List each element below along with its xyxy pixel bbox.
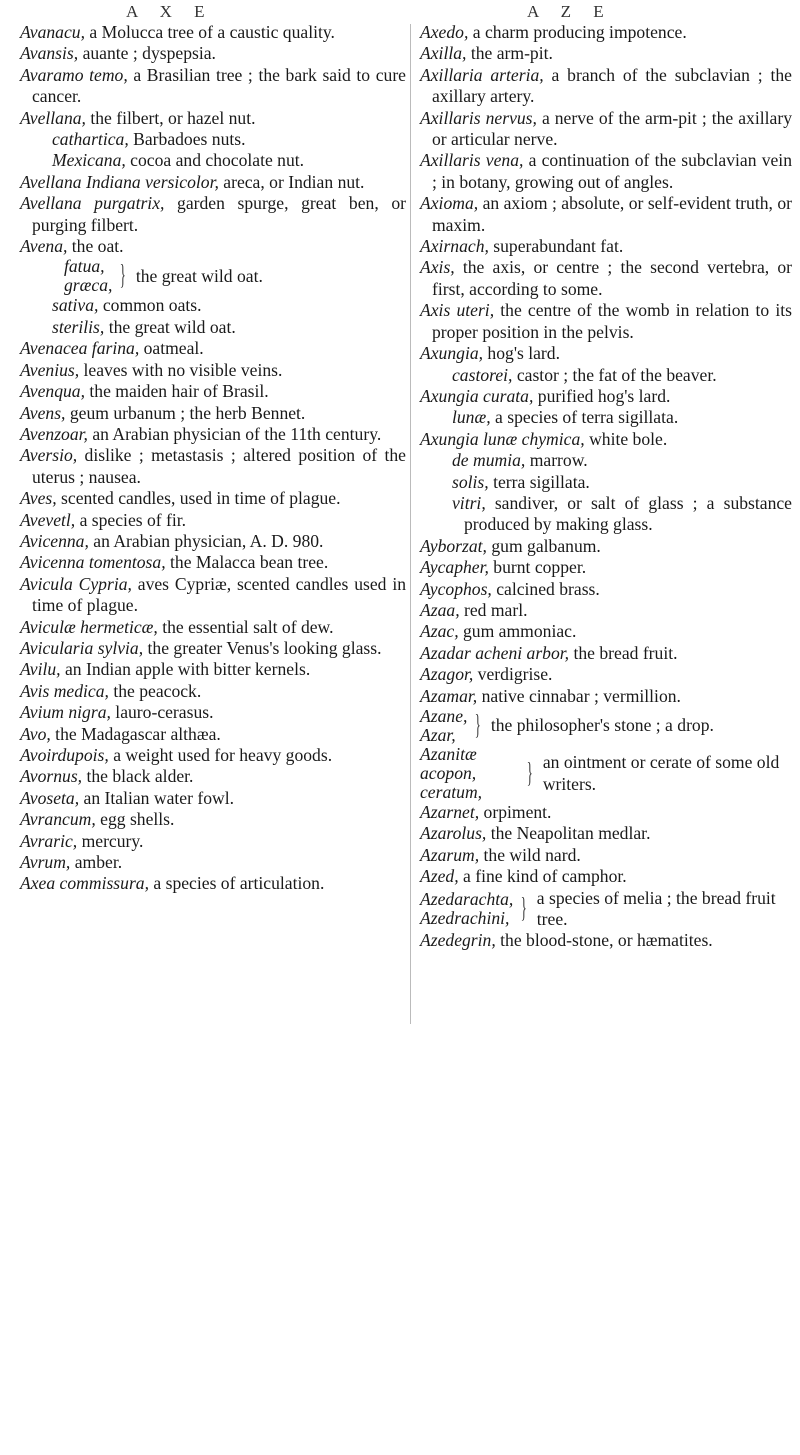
entry-definition: the peacock. <box>108 680 202 701</box>
column-divider <box>410 24 411 1024</box>
entry-brace-group <box>420 707 792 745</box>
entry-term: Avoirdupois, <box>20 745 109 765</box>
entry-definition: the Neapolitan medlar. <box>486 823 651 844</box>
entry-term: Azarolus, <box>420 823 487 844</box>
entry-definition: amber. <box>70 852 123 873</box>
entry-definition: the black alder. <box>82 766 194 787</box>
dictionary-entry <box>20 659 406 680</box>
entry-definition: a nerve of the arm-pit ; the axillary or articular nerve. <box>432 107 792 150</box>
entry-term: Azedegrin, <box>420 930 496 951</box>
entry-term: græca, <box>64 275 113 296</box>
dictionary-entry <box>20 236 406 257</box>
entry-term: Avicenna, <box>20 530 89 551</box>
entry-term: Aversio, <box>20 445 78 466</box>
entry-definition: Barbadoes nuts. <box>128 129 246 150</box>
dictionary-entry <box>420 22 792 43</box>
entry-term: fatua, <box>64 256 105 277</box>
entry-term: Azagor, <box>420 664 474 685</box>
dictionary-entry <box>20 43 406 64</box>
entry-term: Axioma, <box>420 193 479 214</box>
entry-definition: a species of articulation. <box>149 873 325 894</box>
entry-term: sterilis, <box>52 316 105 337</box>
entry-term: Avellana, <box>20 107 86 128</box>
entry-term: solis, <box>452 471 489 492</box>
entry-term: Avicularia sylvia, <box>20 637 144 658</box>
entry-term: Avenius, <box>20 359 80 380</box>
sub-entry <box>420 493 792 536</box>
entry-definition: burnt copper. <box>488 557 587 578</box>
dictionary-entry <box>20 424 406 445</box>
dictionary-entry <box>20 873 406 894</box>
entry-term: Aycophos, <box>420 578 492 599</box>
entry-term: Axungia, <box>420 343 484 364</box>
entry-definition: castor ; the fat of the beaver. <box>512 364 717 385</box>
dictionary-entry <box>420 845 792 866</box>
entry-terms <box>420 707 467 745</box>
dictionary-entry <box>20 681 406 702</box>
dictionary-entry <box>420 236 792 257</box>
entry-definition: dislike ; metastasis ; altered position of the uterus ; nausea. <box>32 445 406 487</box>
left-column <box>20 22 406 895</box>
entry-definition: a charm producing impotence. <box>468 22 687 42</box>
entry-term: vitri, <box>452 492 486 513</box>
entry-terms <box>420 890 513 928</box>
entry-term: Azar, <box>420 725 456 745</box>
entry-definition: a Brasilian tree ; the bark said to cure cancer. <box>32 64 406 107</box>
dictionary-entry <box>420 579 792 600</box>
dictionary-entry <box>420 43 792 64</box>
dictionary-entry <box>420 343 792 364</box>
sub-entry <box>20 129 406 150</box>
entry-definition: aves Cypriæ, scented candles used in time of plague. <box>32 573 406 616</box>
dictionary-entry <box>20 552 406 573</box>
entry-definition: sandiver, or salt of glass ; a substance produced by making glass. <box>464 492 792 535</box>
entry-term: Avoseta, <box>20 787 80 808</box>
entry-term: Avo, <box>20 723 51 744</box>
dictionary-entry <box>20 108 406 129</box>
sub-entry <box>20 317 406 338</box>
entry-definition: white bole. <box>584 428 668 449</box>
entry-term: Azarnet, <box>420 802 480 822</box>
dictionary-entry <box>20 617 406 638</box>
entry-term: Avaramo temo, <box>20 64 128 85</box>
entry-term: Avansis, <box>20 43 79 64</box>
dictionary-entry <box>420 866 792 887</box>
entry-term: Avium nigra, <box>20 702 111 723</box>
entry-definition: purified hog's lard. <box>533 385 671 406</box>
dictionary-entry <box>20 766 406 787</box>
entry-definition: a Molucca tree of a caustic quality. <box>84 22 335 42</box>
sub-entry <box>420 472 792 493</box>
entry-definition: the blood-stone, or hæmatites. <box>495 930 713 951</box>
entry-definition: verdigrise. <box>473 664 553 685</box>
dictionary-entry <box>420 429 792 450</box>
dictionary-entry <box>420 930 792 951</box>
entry-term: Axillaris nervus, <box>420 107 537 128</box>
entry-term: Axedo, <box>420 22 469 42</box>
entry-term: Azed, <box>420 866 459 887</box>
entry-terms <box>64 257 112 295</box>
dictionary-entry <box>20 831 406 852</box>
dictionary-entry <box>420 802 792 823</box>
entry-definition: the Malacca bean tree. <box>165 552 329 573</box>
dictionary-entry <box>20 638 406 659</box>
entry-term: Aycapher, <box>420 557 489 578</box>
entry-definition: the axis, or centre ; the second vertebra, or first, according to some. <box>432 257 792 299</box>
entry-term: lunæ, <box>452 407 491 428</box>
entry-term: Axungia curata, <box>420 385 534 406</box>
dictionary-entry <box>20 745 406 766</box>
brace-icon: } <box>527 757 534 789</box>
dictionary-entry <box>20 445 406 488</box>
entry-term: Ayborzat, <box>420 535 487 556</box>
entry-term: Axillaria arteria, <box>420 64 544 85</box>
dictionary-entry <box>20 702 406 723</box>
entry-term: sativa, <box>52 295 99 316</box>
dictionary-entry <box>20 65 406 108</box>
entry-definition: hog's lard. <box>483 343 560 364</box>
entry-definition: the oat. <box>67 236 124 257</box>
entry-term: Axungia lunæ chymica, <box>420 428 585 449</box>
entry-definition: leaves with no visible veins. <box>79 359 283 380</box>
entry-definition: the Madagascar althæa. <box>50 723 221 744</box>
entry-definition: geum urbanum ; the herb Bennet. <box>65 402 306 423</box>
entry-definition: gum galbanum. <box>486 535 601 556</box>
entry-definition: an Indian apple with bitter kernels. <box>60 659 311 680</box>
entry-definition: the filbert, or hazel nut. <box>85 107 256 128</box>
dictionary-entry <box>420 65 792 108</box>
entry-terms <box>420 745 519 802</box>
entry-term: Axis uteri, <box>420 300 495 321</box>
entry-term: ceratum, <box>420 782 483 802</box>
dictionary-entry <box>420 621 792 642</box>
entry-definition: the arm-pit. <box>466 43 553 64</box>
brace-icon: } <box>475 710 482 741</box>
entry-term: Avicenna tomentosa, <box>20 552 166 573</box>
entry-definition: superabundant fat. <box>488 236 624 257</box>
entry-term: Avenacea farina, <box>20 338 140 359</box>
entry-definition: auante ; dyspepsia. <box>78 43 216 64</box>
entry-definition: the centre of the womb in relation to its proper position in the pelvis. <box>432 300 792 342</box>
entry-term: Axea commissura, <box>20 873 149 894</box>
entry-term: Avis medica, <box>20 680 109 701</box>
entry-definition: egg shells. <box>95 809 175 830</box>
dictionary-entry <box>20 360 406 381</box>
entry-brace-group <box>420 745 792 802</box>
entry-term: Avenqua, <box>20 381 85 402</box>
entry-term: Axirnach, <box>420 236 489 257</box>
entry-term: Aves, <box>20 488 57 509</box>
dictionary-entry <box>20 531 406 552</box>
dictionary-entry <box>20 574 406 617</box>
sub-entry <box>20 295 406 316</box>
entry-term: Azedarachta, <box>420 889 514 910</box>
sub-entry <box>420 450 792 471</box>
dictionary-entry <box>420 664 792 685</box>
entry-definition: native cinnabar ; vermillion. <box>477 685 681 706</box>
dictionary-entry <box>20 193 406 236</box>
entry-term: Avellana Indiana versicolor, <box>20 171 219 192</box>
dictionary-entry <box>20 788 406 809</box>
entry-term: Avrancum, <box>20 809 96 830</box>
running-head-left: A X E <box>126 2 214 21</box>
dictionary-entry <box>420 150 792 193</box>
entry-term: Avenzoar, <box>20 423 88 444</box>
entry-term: Axilla, <box>420 43 467 64</box>
entry-term: Avena, <box>20 236 68 257</box>
right-column <box>420 22 792 952</box>
dictionary-entry <box>420 300 792 343</box>
dictionary-entry <box>20 724 406 745</box>
entry-definition: the essential salt of dew. <box>157 616 334 637</box>
entry-term: Avicula Cypria, <box>20 573 132 594</box>
entry-term: Avilu, <box>20 659 61 680</box>
entry-definition: the great wild oat. <box>104 316 236 337</box>
entry-definition: terra sigillata. <box>488 471 590 492</box>
entry-definition: common oats. <box>98 295 202 316</box>
entry-term: Axillaris vena, <box>420 150 524 171</box>
dictionary-entry <box>420 686 792 707</box>
entry-brace-group <box>20 257 406 295</box>
entry-definition: a species of melia ; the bread fruit tree. <box>536 887 776 930</box>
entry-term: Azedrachini, <box>420 908 510 929</box>
entry-term: Azadar acheni arbor, <box>420 642 570 663</box>
brace-icon: } <box>521 893 528 925</box>
entry-definition: the philosopher's stone ; a drop. <box>490 715 714 736</box>
dictionary-entry <box>420 193 792 236</box>
sub-entry <box>20 150 406 171</box>
entry-term: de mumia, <box>452 450 526 471</box>
dictionary-entry <box>20 488 406 509</box>
entry-term: Azane, <box>420 706 468 726</box>
entry-definition: garden spurge, great ben, or purging filbert. <box>32 193 407 235</box>
entry-term: Avrum, <box>20 852 71 873</box>
entry-definition: the bread fruit. <box>569 642 678 663</box>
running-head-right: A Z E <box>527 2 613 21</box>
entry-definition: a continuation of the subclavian vein ; in botany, growing out of angles. <box>432 150 792 192</box>
entry-definition: marrow. <box>525 450 588 471</box>
entry-term: Axis, <box>420 257 455 278</box>
entry-definition: an axiom ; absolute, or self-evident truth, or maxim. <box>432 193 792 235</box>
entry-definition: gum ammoniac. <box>458 621 577 642</box>
entry-definition: scented candles, used in time of plague. <box>56 488 341 509</box>
dictionary-entry <box>420 643 792 664</box>
entry-definition: a weight used for heavy goods. <box>108 745 333 765</box>
sub-entry <box>420 365 792 386</box>
entry-definition: an ointment or cerate of some old writers. <box>542 752 780 794</box>
entry-brace-group <box>420 888 792 931</box>
entry-definition: a species of terra sigillata. <box>490 407 679 428</box>
entry-definition: lauro-cerasus. <box>110 702 214 723</box>
dictionary-entry <box>20 510 406 531</box>
entry-definition: the wild nard. <box>479 844 581 865</box>
dictionary-entry <box>420 257 792 300</box>
entry-definition: red marl. <box>459 599 528 620</box>
entry-term: Avraric, <box>20 830 78 851</box>
entry-term: Mexicana, <box>52 150 126 171</box>
entry-term: Aviculæ hermeticæ, <box>20 616 158 637</box>
entry-definition: a branch of the subclavian ; the axillary artery. <box>432 64 792 107</box>
dictionary-entry <box>420 600 792 621</box>
dictionary-entry <box>20 403 406 424</box>
dictionary-entry <box>20 338 406 359</box>
entry-term: Azarum, <box>420 844 480 865</box>
entry-definition: orpiment. <box>479 802 552 822</box>
dictionary-entry <box>20 172 406 193</box>
entry-definition: the maiden hair of Brasil. <box>84 381 269 402</box>
dictionary-entry <box>20 852 406 873</box>
entry-term: Azanitæ acopon, <box>420 744 477 783</box>
dictionary-entry <box>420 557 792 578</box>
entry-term: Azaa, <box>420 599 460 620</box>
entry-definition: an Italian water fowl. <box>79 787 234 808</box>
dictionary-entry <box>20 22 406 43</box>
dictionary-entry <box>420 823 792 844</box>
entry-definition: a species of fir. <box>75 509 187 530</box>
entry-term: cathartica, <box>52 129 129 150</box>
sub-entry <box>420 407 792 428</box>
entry-term: castorei, <box>452 364 513 385</box>
entry-definition: a fine kind of camphor. <box>458 866 627 887</box>
entry-definition: mercury. <box>77 830 144 851</box>
dictionary-entry <box>20 809 406 830</box>
entry-definition: an Arabian physician, A. D. 980. <box>88 530 324 551</box>
entry-term: Azamar, <box>420 685 478 706</box>
entry-term: Avens, <box>20 402 66 423</box>
entry-term: Avevetl, <box>20 509 76 530</box>
dictionary-entry <box>420 108 792 151</box>
dictionary-entry <box>20 381 406 402</box>
dictionary-entry <box>420 386 792 407</box>
entry-term: Avellana purgatrix, <box>20 193 165 214</box>
entry-definition: an Arabian physician of the 11th century. <box>87 423 382 444</box>
brace-icon: } <box>120 260 127 292</box>
entry-definition: calcined brass. <box>491 578 600 599</box>
entry-definition: cocoa and chocolate nut. <box>125 150 305 171</box>
entry-term: Azac, <box>420 621 459 642</box>
entry-term: Avanacu, <box>20 22 85 42</box>
entry-definition: the greater Venus's looking glass. <box>143 637 382 658</box>
entry-definition: areca, or Indian nut. <box>218 171 365 192</box>
dictionary-entry <box>420 536 792 557</box>
entry-definition: the great wild oat. <box>135 265 263 286</box>
entry-term: Avornus, <box>20 766 83 787</box>
entry-definition: oatmeal. <box>139 338 204 359</box>
